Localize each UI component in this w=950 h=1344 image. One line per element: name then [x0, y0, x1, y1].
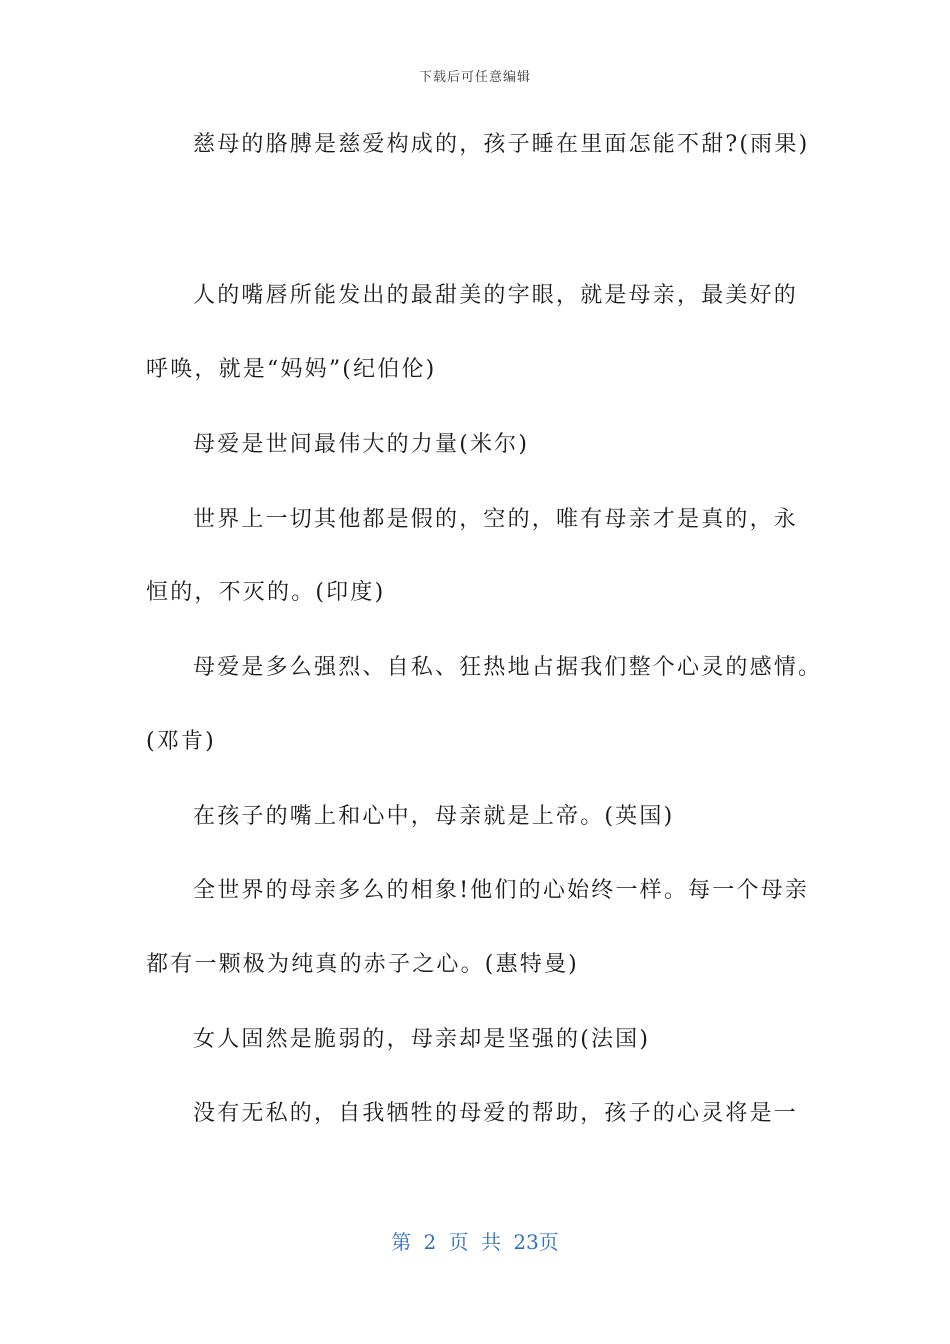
quote-line: 女人固然是脆弱的，母亲却是坚强的(法国)	[193, 1027, 651, 1052]
page-number-footer: 第 2 页 共 23页	[391, 1230, 559, 1254]
quote-line: 呼唤，就是“妈妈”(纪伯伦)	[146, 357, 437, 382]
page-header: 下载后可任意编辑	[418, 70, 531, 85]
quote-line: 在孩子的嘴上和心中，母亲就是上帝。(英国)	[193, 804, 675, 829]
quote-line: 都有一颗极为纯真的赤子之心。(惠特曼)	[146, 952, 579, 977]
quote-line: 世界上一切其他都是假的，空的，唯有母亲才是真的，永	[193, 507, 799, 532]
quote-line: 没有无私的，自我牺牲的母爱的帮助，孩子的心灵将是一	[193, 1101, 799, 1126]
quote-line: 慈母的胳膊是慈爱构成的，孩子睡在里面怎能不甜?(雨果)	[193, 132, 810, 157]
quote-line: 母爱是多么强烈、自私、狂热地占据我们整个心灵的感情。	[193, 655, 823, 680]
quote-line: (邓肯)	[146, 729, 216, 754]
quote-line: 人的嘴唇所能发出的最甜美的字眼，就是母亲，最美好的	[193, 283, 799, 308]
quote-line: 母爱是世间最伟大的力量(米尔)	[193, 432, 530, 457]
quote-line: 全世界的母亲多么的相象!他们的心始终一样。每一个母亲	[193, 878, 810, 903]
quote-line: 恒的，不灭的。(印度)	[146, 580, 386, 605]
